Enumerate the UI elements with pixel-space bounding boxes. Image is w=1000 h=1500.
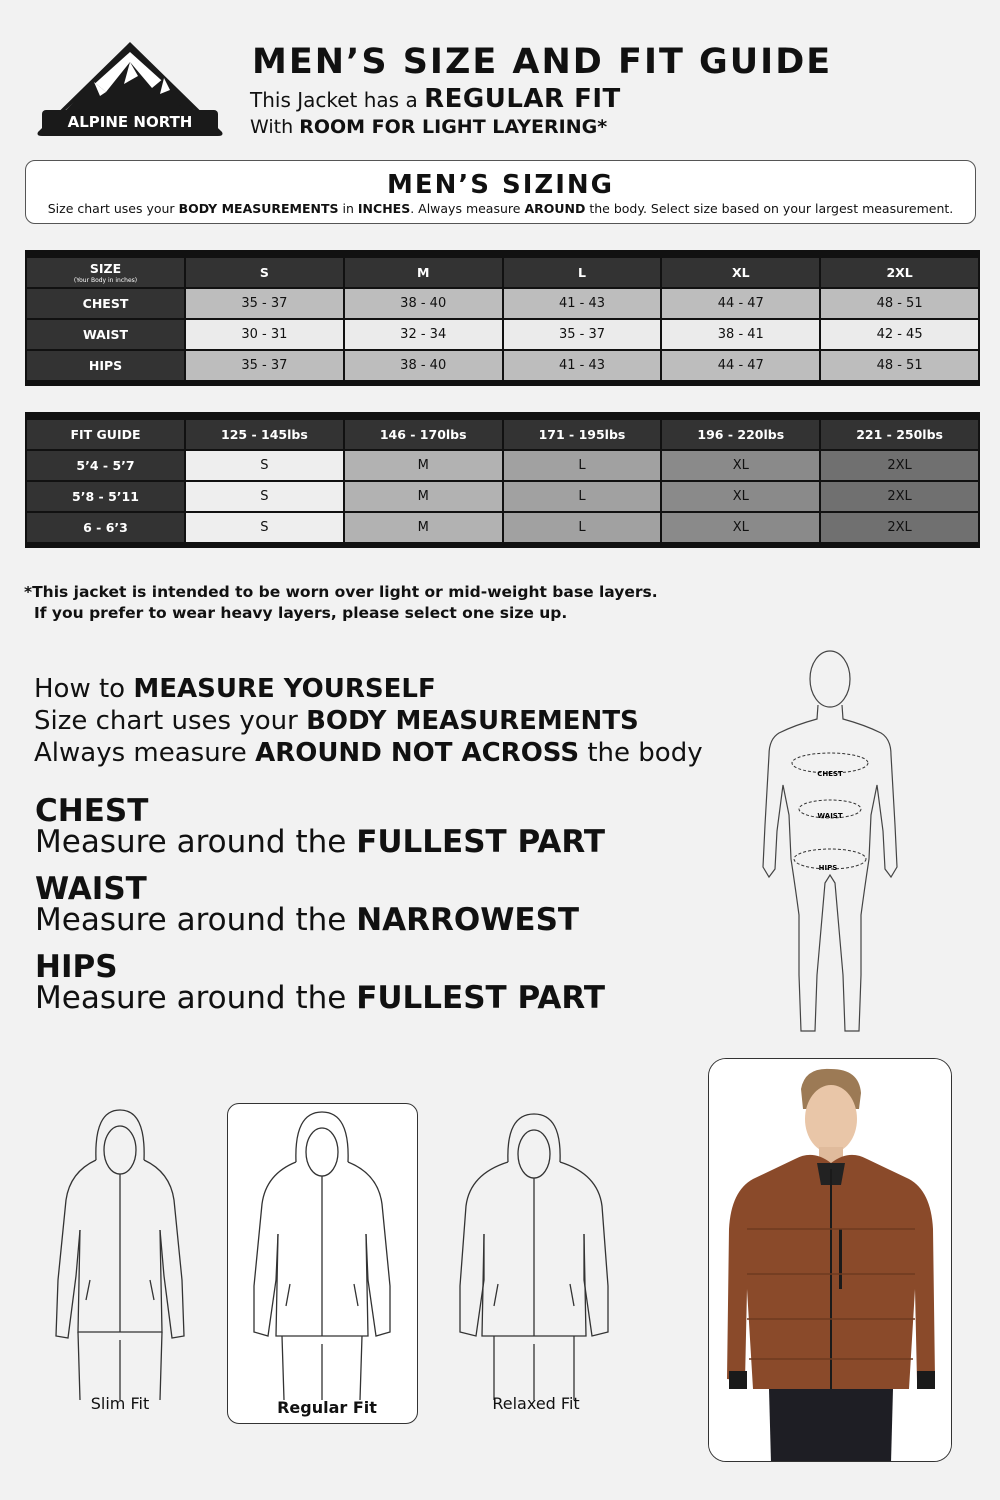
size-col-header: 2XL: [821, 258, 978, 287]
table-cell: 2XL: [821, 451, 978, 480]
relaxed-fit-label: Relaxed Fit: [492, 1394, 580, 1413]
measure-l3c: the body: [587, 738, 703, 768]
relaxed-fit-jacket-illustration: [454, 1100, 614, 1400]
size-col-header: L: [504, 258, 661, 287]
measure-l3b: AROUND NOT ACROSS: [255, 738, 580, 768]
waist-desc-em: NARROWEST: [356, 902, 580, 938]
hips-figure-label: HIPS: [818, 864, 838, 872]
measure-l3a: Always measure: [34, 738, 247, 768]
table-cell: 41 - 43: [504, 351, 661, 380]
table-row: [27, 320, 978, 349]
slim-fit-label: Slim Fit: [90, 1394, 150, 1413]
row-label: 5’8 - 5’11: [27, 482, 184, 511]
fit-prefix: This Jacket has a: [250, 88, 418, 112]
hips-desc: [35, 982, 605, 1014]
row-label: HIPS: [27, 351, 184, 380]
waist-heading: WAIST: [35, 871, 147, 907]
table-cell: L: [504, 482, 661, 511]
sizing-sub-1: Size chart uses your: [47, 201, 175, 216]
fit-col-header: 146 - 170lbs: [345, 420, 502, 449]
table-cell: 38 - 41: [662, 320, 819, 349]
row-label: 6 - 6’3: [27, 513, 184, 542]
note-line-1: *This jacket is intended to be worn over light or mid-weight base layers.: [24, 583, 658, 601]
row-label: 5’4 - 5’7: [27, 451, 184, 480]
table-cell: M: [345, 451, 502, 480]
table-cell: 35 - 37: [186, 351, 343, 380]
sizing-sub-5: . Always measure: [410, 201, 521, 216]
table-cell: 48 - 51: [821, 289, 978, 318]
table-cell: 48 - 51: [821, 351, 978, 380]
sizing-sub-3: in: [342, 201, 354, 216]
guide-title: MEN’S SIZE AND FIT GUIDE: [252, 42, 833, 82]
table-cell: 44 - 47: [662, 351, 819, 380]
table-row: [27, 351, 978, 380]
size-col-header: M: [345, 258, 502, 287]
table-cell: 38 - 40: [345, 289, 502, 318]
sizing-sub-7: the body. Select size based on your largest measurement.: [589, 201, 954, 216]
table-cell: S: [186, 451, 343, 480]
fit-col-header: 221 - 250lbs: [821, 420, 978, 449]
fit-corner: FIT GUIDE: [27, 420, 184, 449]
layer-text: ROOM FOR LIGHT LAYERING*: [299, 116, 608, 138]
chest-desc: [35, 826, 605, 858]
sizing-title: MEN’S SIZING: [386, 170, 615, 200]
table-cell: XL: [662, 451, 819, 480]
fit-statement: [250, 84, 621, 114]
size-corner-label: SIZE: [89, 261, 122, 276]
waist-desc: [35, 904, 579, 936]
table-cell: 41 - 43: [504, 289, 661, 318]
table-cell: 35 - 37: [186, 289, 343, 318]
waist-figure-label: WAIST: [817, 812, 843, 820]
fit-col-header: 171 - 195lbs: [504, 420, 661, 449]
measure-line-1: [34, 673, 703, 705]
model-photo-frame: [708, 1058, 952, 1462]
table-row: [27, 289, 978, 318]
regular-fit-label: Regular Fit: [277, 1398, 377, 1417]
hips-desc-em: FULLEST PART: [356, 980, 605, 1016]
table-cell: 2XL: [821, 482, 978, 511]
table-cell: 30 - 31: [186, 320, 343, 349]
table-cell: 44 - 47: [662, 289, 819, 318]
slim-fit-jacket-illustration: [40, 1100, 200, 1400]
table-row: [27, 513, 978, 542]
row-label: CHEST: [27, 289, 184, 318]
fit-col-header: 125 - 145lbs: [186, 420, 343, 449]
size-corner-sub: (Your Body in inches): [73, 277, 138, 284]
waist-desc-text: Measure around the: [35, 902, 347, 938]
note-line-2: If you prefer to wear heavy layers, please select one size up.: [34, 604, 568, 622]
sizing-banner: [25, 160, 976, 224]
size-col-header: S: [186, 258, 343, 287]
table-cell: S: [186, 482, 343, 511]
table-cell: 35 - 37: [504, 320, 661, 349]
table-cell: L: [504, 513, 661, 542]
measure-intro: [34, 673, 703, 769]
chest-desc-em: FULLEST PART: [356, 824, 605, 860]
hips-instruction: [35, 949, 605, 1016]
layer-prefix: With: [250, 116, 294, 138]
measure-l1b: MEASURE YOURSELF: [133, 674, 436, 704]
fit-type: REGULAR FIT: [424, 84, 621, 114]
table-cell: S: [186, 513, 343, 542]
chest-instruction: [35, 793, 605, 860]
waist-instruction: [35, 871, 580, 938]
hips-heading: HIPS: [35, 949, 118, 985]
chest-desc-text: Measure around the: [35, 824, 347, 860]
measure-line-3: [34, 737, 703, 769]
size-table: [25, 250, 980, 386]
model-photo: [709, 1059, 952, 1462]
sizing-sub-4: INCHES: [357, 201, 411, 216]
table-cell: M: [345, 513, 502, 542]
table-cell: 32 - 34: [345, 320, 502, 349]
table-row: [27, 451, 978, 480]
row-label: WAIST: [27, 320, 184, 349]
layering-note: [24, 582, 658, 624]
size-corner: [27, 258, 184, 287]
size-col-header: XL: [662, 258, 819, 287]
alpine-north-logo: [34, 38, 226, 138]
table-cell: M: [345, 482, 502, 511]
regular-fit-jacket-illustration: [242, 1100, 402, 1400]
brand-text: ALPINE NORTH: [67, 113, 193, 131]
chest-heading: CHEST: [35, 793, 149, 829]
sizing-subtitle: [26, 201, 975, 216]
table-cell: XL: [662, 513, 819, 542]
fit-col-header: 196 - 220lbs: [662, 420, 819, 449]
table-row: [27, 482, 978, 511]
table-cell: XL: [662, 482, 819, 511]
sizing-sub-2: BODY MEASUREMENTS: [178, 201, 339, 216]
measure-l2b: BODY MEASUREMENTS: [306, 706, 639, 736]
body-measurement-figure: [755, 645, 905, 1040]
measure-line-2: [34, 705, 703, 737]
chest-figure-label: CHEST: [817, 770, 843, 778]
sizing-sub-6: AROUND: [524, 201, 586, 216]
measure-l1a: How to: [34, 674, 126, 704]
hips-desc-text: Measure around the: [35, 980, 347, 1016]
measure-l2a: Size chart uses your: [34, 706, 298, 736]
table-cell: 2XL: [821, 513, 978, 542]
table-cell: 38 - 40: [345, 351, 502, 380]
fit-guide-table: [25, 412, 980, 548]
table-cell: L: [504, 451, 661, 480]
layering-statement: [250, 116, 607, 138]
table-cell: 42 - 45: [821, 320, 978, 349]
